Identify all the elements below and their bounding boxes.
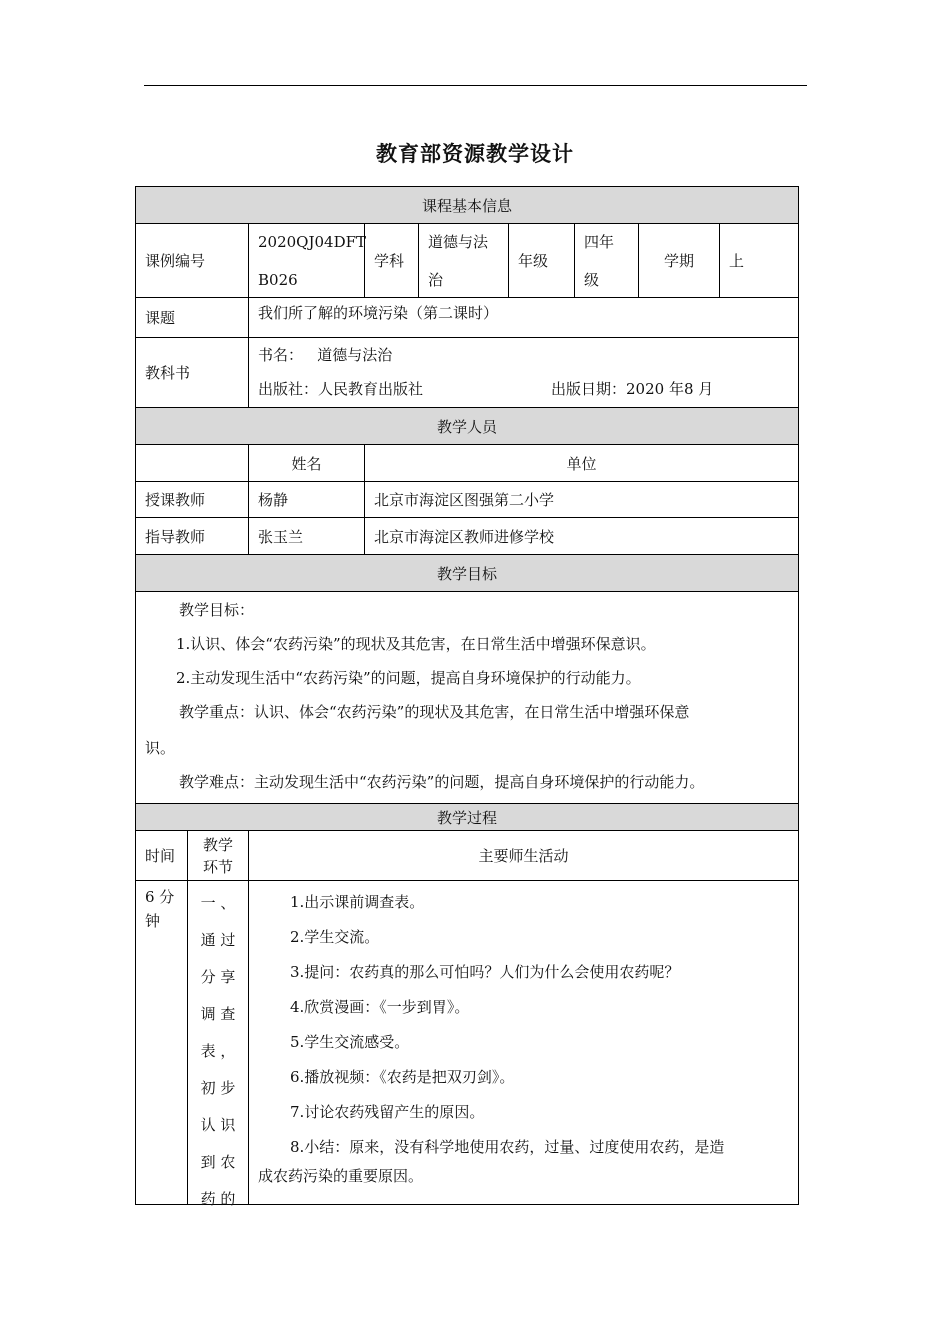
staff-role-1: 授课教师 [135, 481, 249, 518]
goals-body [135, 591, 799, 804]
activity-item: 1.出示课前调查表。 [290, 893, 425, 911]
publisher: 出版社：人民教育出版社 [258, 380, 424, 398]
stage-line: 认 识 [200, 1116, 236, 1134]
staff-role-2: 指导教师 [135, 517, 249, 555]
grade-value [574, 223, 639, 298]
course-id-value [248, 223, 365, 298]
goals-heading: 教学目标： [179, 601, 255, 619]
grade-label: 年级 [508, 223, 575, 298]
activity-item: 2.学生交流。 [290, 928, 380, 946]
section-process: 教学过程 [135, 803, 799, 831]
stage-line: 药 的 [200, 1190, 236, 1208]
process-activity-1 [248, 880, 799, 1205]
stage-header-line-1: 教学 [202, 835, 233, 854]
document-title: 教育部资源教学设计 [376, 142, 574, 166]
stage-line: 到 农 [200, 1153, 236, 1171]
process-stage-1 [187, 880, 249, 1208]
difficulty-point: 教学难点：主动发现生活中“农药污染”的问题，提高自身环境保护的行动能力。 [179, 773, 705, 791]
staff-unit-2: 北京市海淀区教师进修学校 [364, 517, 799, 555]
activity-tail: 成农药污染的重要原因。 [258, 1167, 424, 1185]
process-col-time: 时间 [135, 830, 188, 881]
staff-col-name: 姓名 [248, 444, 365, 482]
time-line-1: 6 分 [145, 888, 175, 906]
course-id-line-2: B026 [258, 270, 298, 289]
activity-item: 4.欣赏漫画：《一步到胃》。 [290, 998, 470, 1016]
publication-date: 出版日期：2020 年8 月 [551, 380, 714, 398]
term-value: 上 [719, 223, 799, 298]
staff-name-1: 杨静 [248, 481, 365, 518]
stage-header-line-2: 环节 [202, 857, 233, 876]
staff-unit-1: 北京市海淀区图强第二小学 [364, 481, 799, 518]
stage-line: 调 查 [200, 1005, 236, 1023]
activity-item: 7.讨论农药残留产生的原因。 [290, 1103, 485, 1121]
topic-text: 我们所了解的环境污染（第二课时） [258, 304, 499, 322]
process-time-1 [135, 880, 188, 1205]
time-line-2: 钟 [145, 912, 161, 930]
subject-line-2: 治 [428, 270, 444, 289]
activity-item: 3.提问：农药真的那么可怕吗？人们为什么会使用农药呢？ [290, 963, 680, 981]
course-id-label: 课例编号 [135, 223, 249, 298]
activity-item: 8.小结：原来，没有科学地使用农药，过量、过度使用农药，是造 [290, 1138, 725, 1156]
staff-col-unit: 单位 [364, 444, 799, 482]
grade-line-2: 级 [584, 270, 600, 289]
term-label: 学期 [638, 223, 720, 298]
subject-label: 学科 [364, 223, 419, 298]
goal-item-2: 2.主动发现生活中“农药污染”的问题，提高自身环境保护的行动能力。 [176, 669, 641, 687]
process-col-stage [187, 830, 249, 881]
staff-name-2: 张玉兰 [248, 517, 365, 555]
stage-line: 分 享 [200, 968, 236, 986]
goal-item-1: 1.认识、体会“农药污染”的现状及其危害，在日常生活中增强环保意识。 [176, 635, 656, 653]
section-basic-info: 课程基本信息 [135, 186, 799, 224]
textbook-label: 教科书 [135, 337, 249, 408]
activity-item: 5.学生交流感受。 [290, 1033, 410, 1051]
stage-line: 通 过 [200, 931, 236, 949]
course-id-line-1: 2020QJ04DFT [258, 232, 367, 251]
section-goals: 教学目标 [135, 554, 799, 592]
process-col-activity: 主要师生活动 [248, 830, 799, 881]
topic-label: 课题 [135, 297, 249, 338]
stage-line: 一 、 [200, 894, 236, 912]
key-point-line-2: 识。 [145, 739, 176, 757]
key-point-line-1: 教学重点：认识、体会“农药污染”的现状及其危害，在日常生活中增强环保意 [179, 703, 690, 721]
topic-value [248, 297, 799, 338]
stage-line: 表 ， [200, 1042, 236, 1060]
header-rule [144, 85, 807, 86]
activity-item: 6.播放视频：《农药是把双刃剑》。 [290, 1068, 515, 1086]
stage-line: 初 步 [200, 1079, 236, 1097]
subject-value [418, 223, 509, 298]
textbook-info [248, 337, 799, 408]
book-name: 书名： 道德与法治 [258, 346, 393, 364]
grade-line-1: 四年 [584, 232, 615, 251]
subject-line-1: 道德与法 [428, 232, 489, 251]
staff-header-blank [135, 444, 249, 482]
section-staff: 教学人员 [135, 407, 799, 445]
